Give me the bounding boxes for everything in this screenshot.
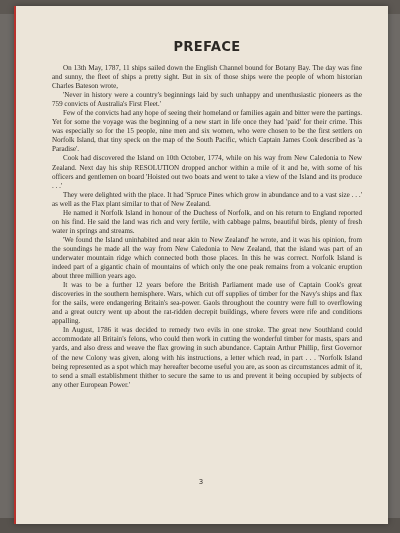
page-title: PREFACE xyxy=(173,40,241,55)
book-page xyxy=(14,6,388,524)
paragraph: 'We found the Island uninhabited and near akin to New Zealand' he wrote, and it was his opinion, from the soundings he made all the way from New Caledonia to New Zealand, that the island was part of an underwater mountain ridge which connected both those places. In this he was correct. Norfolk Island is indeed part of a gigantic chain of mountains of which only the one peak remains from a volcanic eruption about three million years ago. xyxy=(52,235,362,281)
paragraph: He named it Norfolk Island in honour of the Duchess of Norfolk, and on his return to England reported on his find. He said the land was rich and very fertile, with cabbage palms, beautiful birds, plenty of fresh water in springs and streams. xyxy=(52,208,362,235)
paragraph: On 13th May, 1787, 11 ships sailed down the English Channel bound for Botany Bay. The day was fine and sunny, the fleet of ships a pretty sight. But in six of those ships were the people of whom historian Charles Bateson wrote, xyxy=(52,64,362,91)
spine-edge xyxy=(14,6,16,524)
page-content xyxy=(52,40,362,390)
paragraph: They were delighted with the place. It had 'Spruce Pines which grow in abundance and to a vast size . . .' as well as the Flax plant similar to that of New Zealand. xyxy=(52,190,362,208)
paragraph: It was to be a further 12 years before the British Parliament made use of Captain Cook's great discoveries in the southern hemisphere. Wars, which cut off supplies of timber for the Navy's ships and flax for the sails, were endangering Britain's sea-power. Gaols throughout the country were full to overflowing and a great outcry went up about the rat-ridden decrepit buildings, where fevers were rife and conditions appalling. xyxy=(52,281,362,326)
paragraph: Cook had discovered the Island on 10th October, 1774, while on his way from New Caledonia to New Zealand. Next day his ship RESOLUTION dropped anchor within a mile of it and he, with some of his officers and gentlemen on board 'Hoisted out two boats and went to take a view of the Island and its produce . . .' xyxy=(52,154,362,190)
paragraph: In August, 1786 it was decided to remedy two evils in one stroke. The great new Southland could accommodate all Britain's felons, who could then work in cutting the wonderful timber for masts, spars and yards, and also dress and weave the flax growing in such abundance. Captain Arthur Phillip, first Governor of the new Colony was given, along with his instructions, a letter which read, in part . . . 'Norfolk Island being represented as a spot which may hereafter become useful you are, as soon as circumstances admit of it, to send a small establishment thither to secure the same to us and prevent it being occupied by subjects of any other European Power.' xyxy=(52,326,362,389)
paragraph: Few of the convicts had any hope of seeing their homeland or families again and bitter were the partings. Yet for some the voyage was the beginning of a new start in life once they had 'paid' for their crime. This was especially so for the 15 people, nine men and six women, who were chosen to be the first settlers on Norfolk Island, that tiny speck on the map of the South Pacific, which Captain James Cook described as 'a Paradise'. xyxy=(52,109,362,154)
paragraph: 'Never in history were a country's beginnings laid by such unhappy and unenthusiastic pioneers as the 759 convicts of Australia's First Fleet.' xyxy=(52,91,362,109)
page-number: 3 xyxy=(198,478,204,486)
